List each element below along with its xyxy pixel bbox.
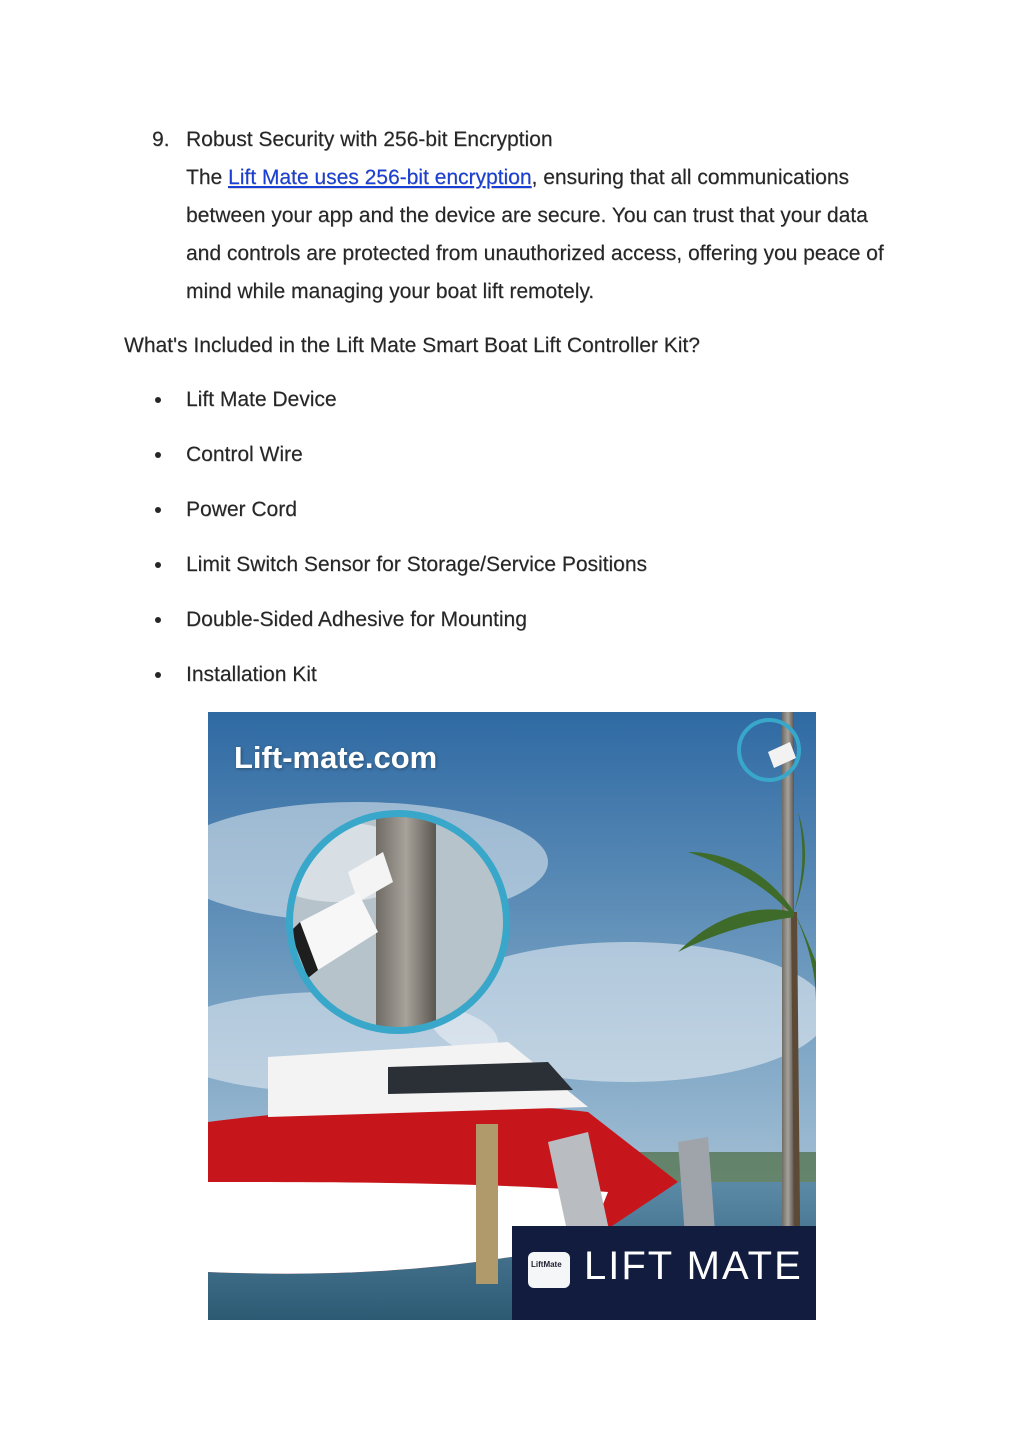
bullet-icon [155,397,161,403]
paragraph-suffix: , ensuring that all communications between your app and the device are secure. You can trust that your data and controls are protected from unauthorized access, offering you peace of mind while managing your boat lift remotely. [186,166,884,303]
list-item-label: Installation Kit [186,663,317,686]
bullet-icon [155,672,161,678]
list-item-label: Double-Sided Adhesive for Mounting [186,608,527,631]
zoomed-pole [376,802,436,1042]
bullet-icon [155,562,161,568]
list-item-label: Limit Switch Sensor for Storage/Service Positions [186,553,648,576]
list-item-label: Power Cord [186,498,297,521]
list-item-label: Lift Mate Device [186,388,337,411]
brand-banner [512,1226,816,1320]
device-icon [528,1252,570,1288]
dock-piling [476,1124,498,1284]
product-photo [208,712,816,1320]
section-title: Robust Security with 256-bit Encryption [186,128,553,151]
website-label: Lift-mate.com [234,740,438,775]
boat-windows [388,1062,573,1094]
bullet-icon [155,507,161,513]
list-item-label: Control Wire [186,443,303,466]
security-paragraph [186,159,906,311]
brand-logo: LIFT MATE [584,1244,803,1288]
paragraph-prefix: The [186,166,229,189]
encryption-link[interactable]: Lift Mate uses 256-bit encryption [228,166,532,189]
device-label: LiftMate [531,1260,562,1269]
bullet-icon [155,617,161,623]
list-number: 9. [152,128,170,151]
kit-heading: What's Included in the Lift Mate Smart Boat Lift Controller Kit? [124,334,700,357]
bullet-icon [155,452,161,458]
